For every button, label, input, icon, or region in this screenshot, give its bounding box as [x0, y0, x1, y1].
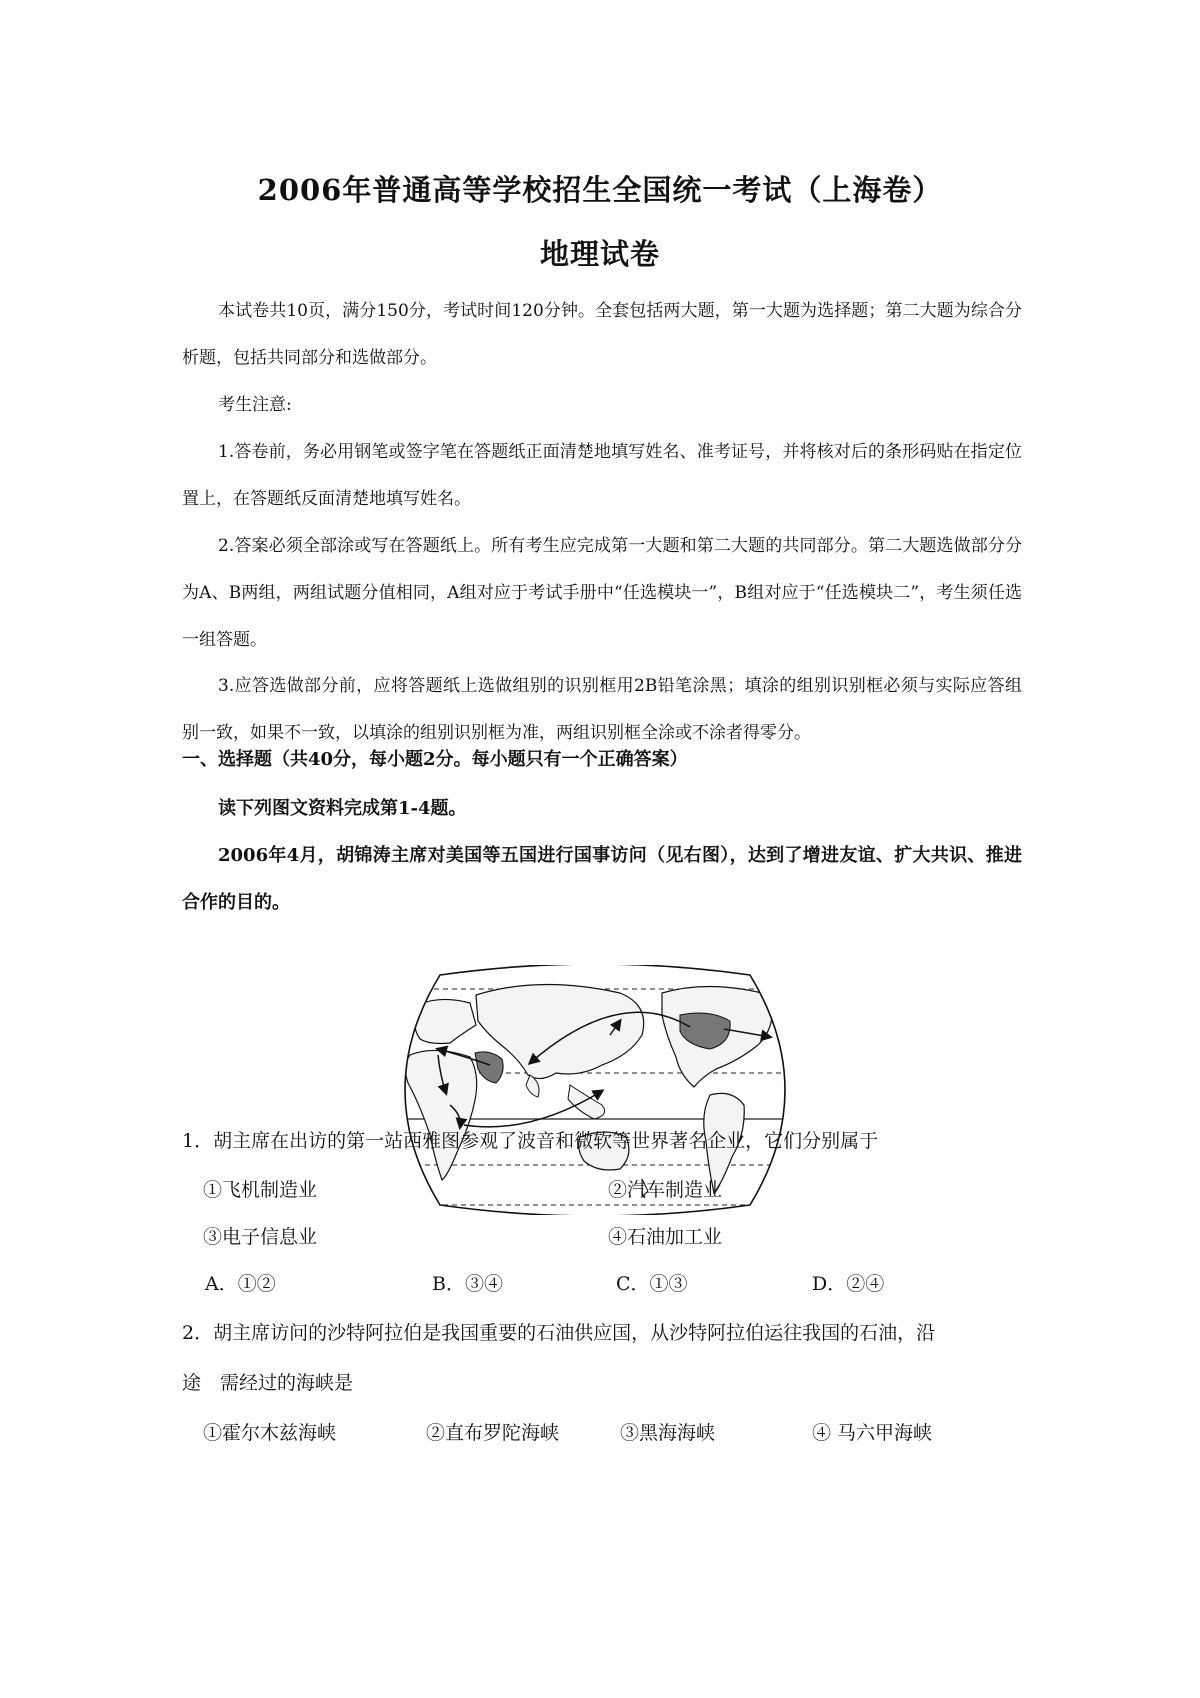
question-1-item-4: ④石油加工业	[608, 1226, 723, 1248]
question-2-stem-line-2: 途 需经过的海峡是	[182, 1372, 354, 1394]
question-1-stem: 1．胡主席在出访的第一站西雅图参观了波音和微软等世界著名企业，它们分别属于	[182, 1130, 879, 1152]
section-heading: 一、选择题（共40分，每小题2分。每小题只有一个正确答案）	[182, 749, 688, 770]
question-2-item-1: ①霍尔木兹海峡	[203, 1422, 337, 1444]
question-1-item-3: ③电子信息业	[203, 1226, 318, 1248]
question-1-choice-b: B．③④	[432, 1273, 503, 1295]
question-2-stem-line-1: 2．胡主席访问的沙特阿拉伯是我国重要的石油供应国，从沙特阿拉伯运往我国的石油，沿	[182, 1322, 936, 1344]
question-1-choice-a: A．①②	[205, 1273, 276, 1295]
intro-paragraph: 本试卷共10页，满分150分，考试时间120分钟。全套包括两大题，第一大题为选择题；第二大题为综合分析题，包括共同部分和选做部分。	[182, 301, 1022, 368]
question-2-item-4: ④ 马六甲海峡	[812, 1422, 933, 1444]
notice-2: 2.答案必须全部涂或写在答题纸上。所有考生应完成第一大题和第二大题的共同部分。第二大题选做部分分为A、B两组，两组试题分值相同，A组对应于考试手册中“任选模块一”，B组对应于“任选模块二”，考生须任选一组答题。	[182, 536, 1022, 650]
notice-heading: 考生注意:	[218, 395, 292, 415]
section-instruction: 读下列图文资料完成第1-4题。	[218, 798, 467, 819]
question-2-item-3: ③黑海海峡	[620, 1422, 716, 1444]
notice-1: 1.答卷前，务必用钢笔或签字笔在答题纸正面清楚地填写姓名、准考证号，并将核对后的条形码贴在指定位置上，在答题纸反面清楚地填写姓名。	[182, 442, 1022, 509]
world-map-figure	[380, 965, 810, 1215]
notice-3: 3.应答选做部分前，应将答题纸上选做组别的识别框用2B铅笔涂黑；填涂的组别识别框必须与实际应答组别一致，如果不一致，以填涂的组别识别框为准，两组识别框全涂或不涂者得零分。	[182, 676, 1022, 743]
question-1-item-1: ①飞机制造业	[203, 1179, 318, 1201]
section-material: 2006年4月，胡锦涛主席对美国等五国进行国事访问（见右图），达到了增进友谊、扩大共识、推进合作的目的。	[182, 845, 1022, 913]
question-2-item-2: ②直布罗陀海峡	[426, 1422, 560, 1444]
question-1-choice-c: C．①③	[616, 1273, 688, 1295]
question-1-choice-d: D．②④	[812, 1273, 885, 1295]
exam-title: 2006年普通高等学校招生全国统一考试（上海卷）	[257, 173, 943, 207]
question-1-item-2: ②汽车制造业	[608, 1179, 723, 1201]
exam-subtitle: 地理试卷	[539, 237, 660, 271]
